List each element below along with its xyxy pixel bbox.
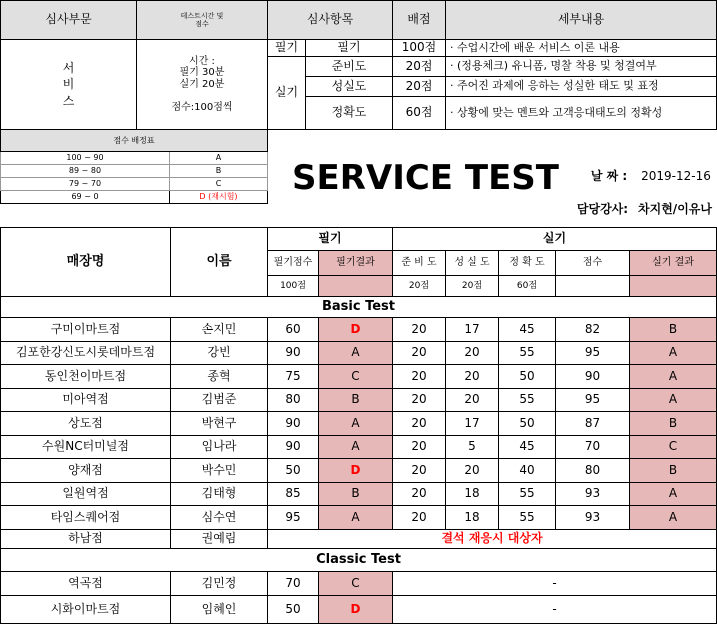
student-name: 손지민 (171, 318, 268, 342)
written-group-header: 필기 (268, 227, 393, 251)
written-result: C (319, 365, 393, 389)
grade-letter-fail: D (재시험) (170, 191, 268, 204)
written-result: A (319, 342, 393, 365)
prep-score: 20 (393, 389, 446, 412)
written-score: 90 (268, 412, 319, 436)
prep-header: 준 비 도 (393, 251, 446, 276)
sincerity-score: 20 (446, 365, 499, 389)
practical-total: 95 (556, 389, 630, 412)
written-result-blank (319, 276, 393, 297)
practical-total: 93 (556, 483, 630, 506)
written-score: 90 (268, 342, 319, 365)
prep-score: 20 (393, 483, 446, 506)
written-result: B (319, 483, 393, 506)
accuracy-score: 45 (499, 436, 556, 459)
prep-score: 20 (393, 365, 446, 389)
written-result: A (319, 436, 393, 459)
practical-total: 90 (556, 365, 630, 389)
written-result-header: 필기결과 (319, 251, 393, 276)
written-result: A (319, 412, 393, 436)
sincerity-header: 성 실 도 (446, 251, 499, 276)
practical-result: B (630, 459, 717, 483)
prep-score: 20 (393, 342, 446, 365)
practical-result-header: 실기 결과 (630, 251, 717, 276)
written-score: 50 (268, 596, 319, 624)
written-score: 75 (268, 365, 319, 389)
practical-total: 82 (556, 318, 630, 342)
instructor-label: 담당강사: (576, 202, 629, 217)
store-name: 일원역점 (0, 483, 171, 506)
accuracy-score: 55 (499, 342, 556, 365)
grade-range: 69 ~ 0 (0, 191, 170, 204)
student-name: 권예림 (171, 530, 268, 549)
practical-total: 95 (556, 342, 630, 365)
written-max: 100점 (268, 276, 319, 297)
practical-placeholder: - (393, 572, 717, 596)
student-name: 종혁 (171, 365, 268, 389)
practical-total: 87 (556, 412, 630, 436)
total-blank (556, 276, 630, 297)
item-score: 20점 (393, 57, 446, 77)
written-result: D (319, 459, 393, 483)
sincerity-score: 20 (446, 459, 499, 483)
written-result: D (319, 318, 393, 342)
prep-score: 20 (393, 506, 446, 530)
sincerity-max: 20점 (446, 276, 499, 297)
student-name: 임나라 (171, 436, 268, 459)
item-name: 정확도 (306, 97, 393, 130)
sincerity-score: 20 (446, 389, 499, 412)
header-detail: 세부내용 (446, 0, 717, 40)
item-desc: · (정용체크) 유니폼, 명찰 착용 및 청결여부 (446, 57, 717, 77)
accuracy-score: 45 (499, 318, 556, 342)
store-name: 구미이마트점 (0, 318, 171, 342)
written-score: 70 (268, 572, 319, 596)
practical-total: 70 (556, 436, 630, 459)
accuracy-score: 50 (499, 365, 556, 389)
item-score: 60점 (393, 97, 446, 130)
practical-result: A (630, 389, 717, 412)
written-score-header: 필기점수 (268, 251, 319, 276)
item-score: 20점 (393, 77, 446, 97)
grade-range: 89 ~ 80 (0, 165, 170, 178)
date-value: 2019-12-16 (641, 169, 711, 184)
item-name: 필기 (306, 40, 393, 57)
written-score: 90 (268, 436, 319, 459)
written-score: 50 (268, 459, 319, 483)
header-time-score: 테스트시간 및 점수 (137, 0, 268, 40)
accuracy-score: 40 (499, 459, 556, 483)
written-result: A (319, 506, 393, 530)
absent-note: 결석 재응시 대상자 (268, 530, 717, 549)
grade-range: 100 ~ 90 (0, 152, 170, 165)
practical-result: A (630, 342, 717, 365)
accuracy-score: 55 (499, 389, 556, 412)
sincerity-score: 18 (446, 506, 499, 530)
written-score: 85 (268, 483, 319, 506)
classic-test-title: Classic Test (0, 549, 717, 572)
basic-test-title: Basic Test (0, 297, 717, 318)
student-name: 강빈 (171, 342, 268, 365)
store-name: 김포한강신도시롯데마트점 (0, 342, 171, 365)
item-score: 100점 (393, 40, 446, 57)
practical-result: A (630, 483, 717, 506)
store-name: 수원NC터미널점 (0, 436, 171, 459)
sincerity-score: 17 (446, 412, 499, 436)
practical-result: B (630, 318, 717, 342)
item-desc: · 주어진 과제에 응하는 성실한 태도 및 표정 (446, 77, 717, 97)
grade-range: 79 ~ 70 (0, 178, 170, 191)
sincerity-score: 20 (446, 342, 499, 365)
store-name: 양재점 (0, 459, 171, 483)
written-result: B (319, 389, 393, 412)
col-name-header: 이름 (171, 227, 268, 297)
written-score: 80 (268, 389, 319, 412)
grade-table-title: 점수 배정표 (0, 130, 268, 152)
prep-score: 20 (393, 459, 446, 483)
page-title: SERVICE TEST (292, 158, 559, 199)
written-score: 60 (268, 318, 319, 342)
prep-score: 20 (393, 412, 446, 436)
accuracy-max: 60점 (499, 276, 556, 297)
store-name: 하남점 (0, 530, 171, 549)
student-name: 박현구 (171, 412, 268, 436)
written-result: D (319, 596, 393, 624)
sincerity-score: 5 (446, 436, 499, 459)
practical-result: A (630, 506, 717, 530)
header-score: 배점 (393, 0, 446, 40)
grade-letter: C (170, 178, 268, 191)
student-name: 심수연 (171, 506, 268, 530)
practical-category: 실기 (268, 57, 306, 130)
item-desc: · 수업시간에 배운 서비스 이론 내용 (446, 40, 717, 57)
col-store-header: 매장명 (0, 227, 171, 297)
practical-result: C (630, 436, 717, 459)
store-name: 타임스퀘어점 (0, 506, 171, 530)
sincerity-score: 17 (446, 318, 499, 342)
item-name: 성실도 (306, 77, 393, 97)
practical-total: 93 (556, 506, 630, 530)
practical-group-header: 실기 (393, 227, 717, 251)
header-item: 심사항목 (268, 0, 393, 40)
instructor-value: 차지현/이유나 (638, 202, 712, 217)
store-name: 상도점 (0, 412, 171, 436)
total-header: 점수 (556, 251, 630, 276)
item-desc: · 상황에 맞는 멘트와 고객응대태도의 정확성 (446, 97, 717, 130)
service-dept: 서 비 스 (0, 40, 137, 130)
student-name: 김태형 (171, 483, 268, 506)
store-name: 역곡점 (0, 572, 171, 596)
service-time-score: 시간 : 필기 30분 실기 20분 점수:100점씩 (137, 40, 268, 130)
sincerity-score: 18 (446, 483, 499, 506)
written-category: 필기 (268, 40, 306, 57)
practical-result-blank (630, 276, 717, 297)
student-name: 김범준 (171, 389, 268, 412)
accuracy-header: 정 확 도 (499, 251, 556, 276)
grade-letter: A (170, 152, 268, 165)
accuracy-score: 50 (499, 412, 556, 436)
header-dept: 심사부문 (0, 0, 137, 40)
practical-placeholder: - (393, 596, 717, 624)
prep-score: 20 (393, 436, 446, 459)
prep-max: 20점 (393, 276, 446, 297)
store-name: 동인천이마트점 (0, 365, 171, 389)
student-name: 김민정 (171, 572, 268, 596)
written-result: C (319, 572, 393, 596)
grade-letter: B (170, 165, 268, 178)
prep-score: 20 (393, 318, 446, 342)
student-name: 임혜인 (171, 596, 268, 624)
date-label: 날 짜 : (590, 169, 628, 184)
accuracy-score: 55 (499, 506, 556, 530)
written-score: 95 (268, 506, 319, 530)
accuracy-score: 55 (499, 483, 556, 506)
item-name: 준비도 (306, 57, 393, 77)
practical-result: A (630, 365, 717, 389)
store-name: 시화이마트점 (0, 596, 171, 624)
store-name: 미아역점 (0, 389, 171, 412)
practical-total: 80 (556, 459, 630, 483)
practical-result: B (630, 412, 717, 436)
student-name: 박수민 (171, 459, 268, 483)
